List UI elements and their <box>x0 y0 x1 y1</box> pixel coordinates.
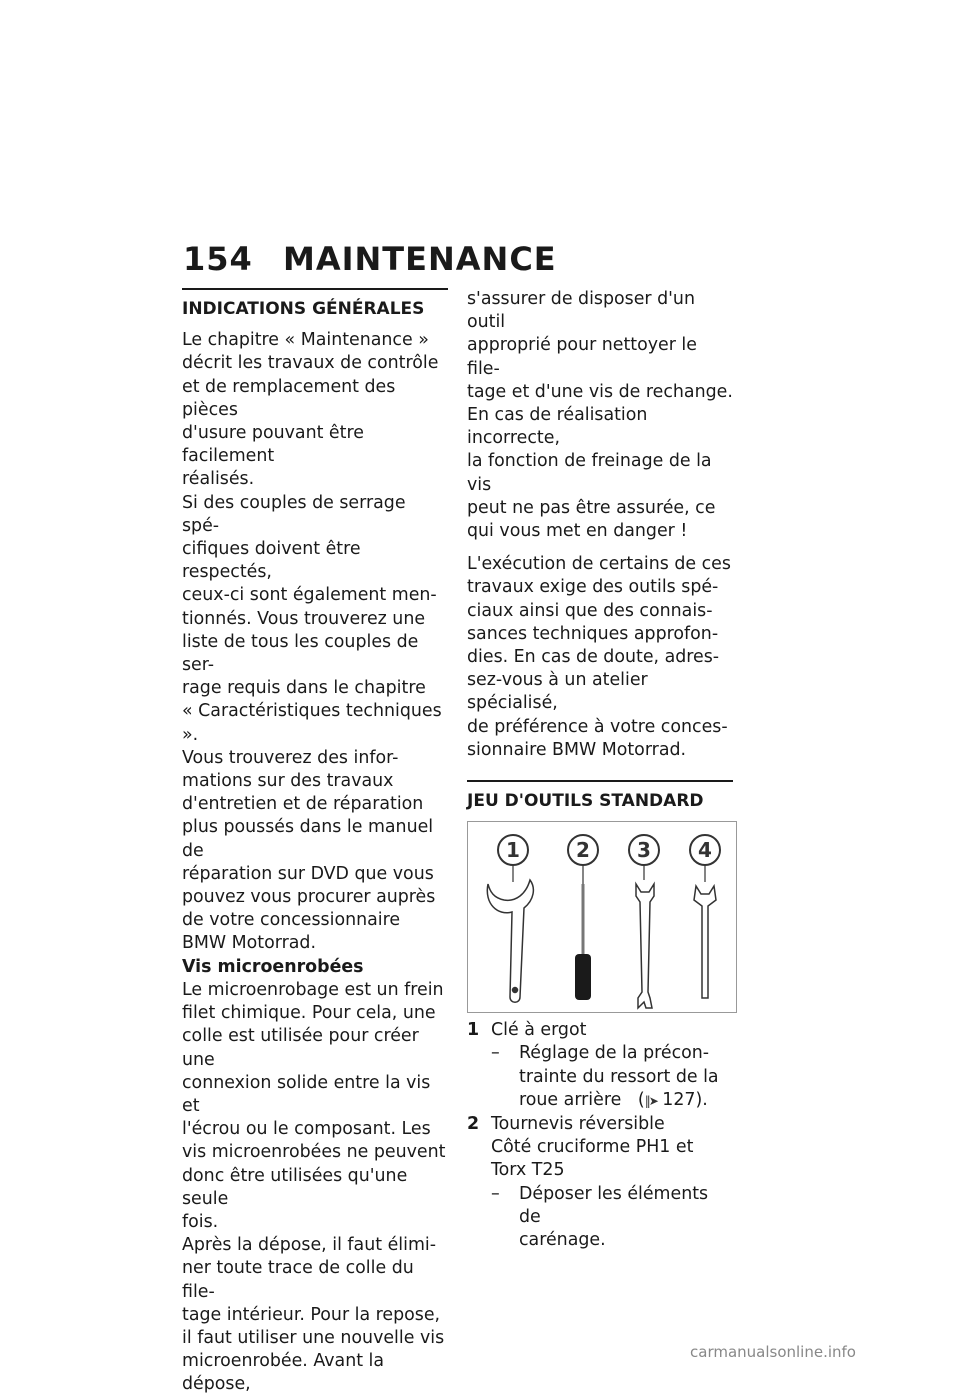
line: s'assurer de disposer d'un outil <box>467 289 695 333</box>
chapter-title: MAINTENANCE <box>283 240 557 278</box>
figure-label-3: 3 <box>637 838 651 863</box>
line: pouvez vous procurer auprès <box>182 887 436 908</box>
line: vis microenrobées ne peuvent <box>182 1142 446 1163</box>
line: cifiques doivent être respectés, <box>182 539 361 583</box>
line: l'écrou ou le composant. Les <box>182 1119 431 1140</box>
line: de votre concessionnaire <box>182 910 401 931</box>
para-repair-manual <box>182 747 448 956</box>
para-intro <box>182 329 448 491</box>
figure-label-4: 4 <box>698 838 712 863</box>
left-column <box>182 288 448 1397</box>
line: ciaux ainsi que des connais- <box>467 600 713 621</box>
line: d'entretien et de réparation <box>182 794 424 815</box>
line: Déposer les éléments de <box>519 1183 709 1227</box>
section-title-general: INDICATIONS GÉNÉRALES <box>182 288 448 321</box>
open-end-wrench-icon <box>636 884 654 1008</box>
line: mations sur des travaux <box>182 771 394 792</box>
legend-number: 1 <box>467 1020 480 1041</box>
line: de préférence à votre conces- <box>467 716 728 737</box>
line: roue arrière <box>519 1089 622 1110</box>
line: trainte du ressort de la <box>519 1066 719 1087</box>
para-cleaning-tool <box>467 288 733 543</box>
page-reference[interactable]: 127). <box>662 1089 708 1110</box>
line: liste de tous les couples de ser- <box>182 631 419 676</box>
legend-item-2 <box>491 1113 733 1252</box>
line: Le chapitre « Maintenance » <box>182 330 429 351</box>
legend-item-1 <box>491 1019 733 1113</box>
line: décrit les travaux de contrôle <box>182 353 439 374</box>
line: réparation sur DVD que vous <box>182 863 434 884</box>
line: la fonction de freinage de la vis <box>467 451 712 495</box>
line: fois. <box>182 1211 219 1232</box>
line: il faut utiliser une nouvelle vis <box>182 1327 445 1348</box>
line: Vous trouverez des infor- <box>182 747 399 768</box>
right-column <box>467 288 733 1252</box>
toolkit-legend <box>467 1019 733 1252</box>
line: réalisés. <box>182 469 255 490</box>
line: peut ne pas être assurée, ce <box>467 497 716 518</box>
line: d'usure pouvant être facilement <box>182 423 364 467</box>
line: connexion solide entre la vis et <box>182 1072 431 1116</box>
legend-number: 2 <box>467 1114 480 1135</box>
line: En cas de réalisation incorrecte, <box>467 405 648 449</box>
figure-label-2: 2 <box>576 838 590 863</box>
line: Torx T25 <box>491 1160 565 1181</box>
line: approprié pour nettoyer le file- <box>467 335 697 379</box>
line: Réglage de la précon- <box>519 1043 710 1064</box>
para-removal <box>182 1234 448 1396</box>
line: Si des couples de serrage spé- <box>182 492 406 536</box>
double-open-end-wrench-icon <box>694 886 716 998</box>
para-microencapsulated <box>182 979 448 1234</box>
line: colle est utilisée pour créer une <box>182 1026 419 1070</box>
line: « Caractéristiques techniques ». <box>182 701 442 745</box>
line: L'exécution de certains de ces <box>467 554 731 575</box>
line: donc être utilisées qu'une seule <box>182 1165 408 1209</box>
line: ner toute trace de colle du file- <box>182 1258 414 1302</box>
legend-subitem <box>491 1183 733 1253</box>
line: carénage. <box>519 1230 606 1251</box>
line: Le microenrobage est un frein <box>182 979 444 1000</box>
line: sances techniques approfon- <box>467 623 719 644</box>
figure-label-1: 1 <box>506 838 520 863</box>
line: plus poussés dans le manuel de <box>182 817 434 861</box>
line: BMW Motorrad. <box>182 933 316 954</box>
para-torques <box>182 492 448 747</box>
page-number: 154 <box>183 240 253 278</box>
line: travaux exige des outils spé- <box>467 577 719 598</box>
line: sionnaire BMW Motorrad. <box>467 739 687 760</box>
line: Côté cruciforme PH1 et <box>491 1137 694 1158</box>
line: rage requis dans le chapitre <box>182 678 426 699</box>
line: tage intérieur. Pour la repose, <box>182 1304 441 1325</box>
line: Tournevis réversible <box>491 1114 665 1135</box>
legend-subitem: – Réglage de la précon- trainte du ressort de la roue arrière (‖➤ 127). <box>491 1042 733 1113</box>
para-special-tools <box>467 553 733 762</box>
section-title-toolkit: JEU D'OUTILS STANDARD <box>467 780 733 813</box>
line: Après la dépose, il faut élimi- <box>182 1235 436 1256</box>
toolkit-illustration <box>468 822 736 1012</box>
hook-wrench-icon <box>487 880 533 1002</box>
subheading-microencapsulated: Vis microenrobées <box>182 956 364 977</box>
screwdriver-icon <box>575 884 591 1000</box>
line: filet chimique. Pour cela, une <box>182 1003 436 1024</box>
line: ceux-ci sont également men- <box>182 585 437 606</box>
legend-name: Clé à ergot <box>491 1020 587 1041</box>
line: tage et d'une vis de rechange. <box>467 381 733 402</box>
line: et de remplacement des pièces <box>182 376 396 420</box>
toolkit-figure <box>467 821 737 1013</box>
page-reference-arrow-icon: ‖➤ <box>644 1093 657 1108</box>
watermark: carmanualsonline.info <box>690 1343 856 1361</box>
legend-name <box>491 1113 733 1183</box>
line: qui vous met en danger ! <box>467 521 688 542</box>
line: sez-vous à un atelier spécialisé, <box>467 670 648 714</box>
line: dies. En cas de doute, adres- <box>467 647 720 668</box>
line: microenrobée. Avant la dépose, <box>182 1351 385 1395</box>
page-header <box>183 240 557 278</box>
line: tionnés. Vous trouverez une <box>182 608 426 629</box>
